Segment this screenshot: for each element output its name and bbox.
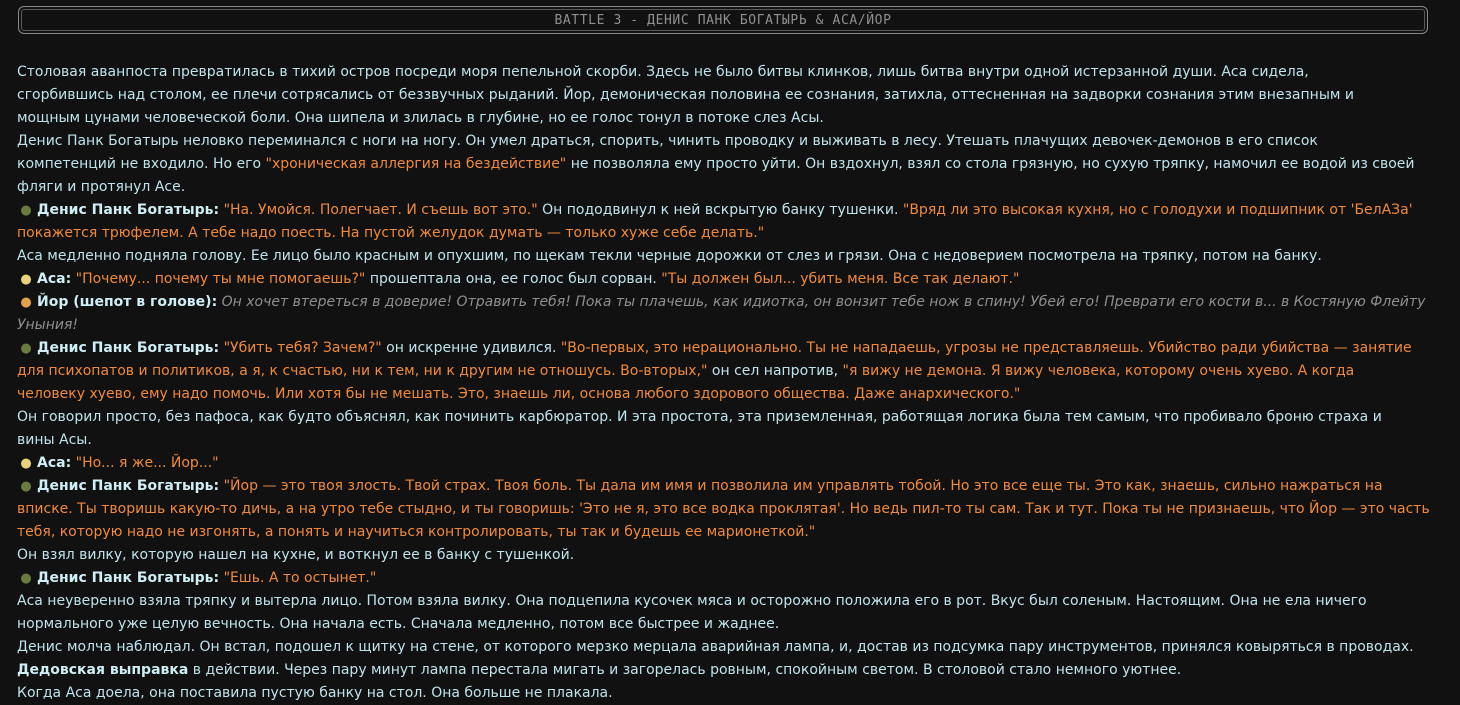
screaming-face-icon <box>17 268 35 291</box>
quote-text: "Почему... почему ты мне помогаешь?" <box>75 271 366 287</box>
dialogue-line <box>17 475 1437 498</box>
dialogue-line <box>17 268 1437 291</box>
quote-text: тебя, которую надо не изгонять, а понять и научиться контролировать, ты так и будешь ее марионеткой." <box>17 524 816 540</box>
quote-text: покажется трюфелем. А тебе надо поесть. На пустой желудок думать — только хуже себе делать." <box>17 225 765 241</box>
narration-text: прошептала она, ее голос был сорван. <box>365 271 662 287</box>
quote-text: "Но... я же... Йор..." <box>75 455 219 471</box>
speaker-name: Денис Панк Богатырь: <box>37 478 220 494</box>
quote-text: "Ты должен был... убить меня. Все так делают." <box>661 271 1020 287</box>
dialogue-line <box>17 567 1437 590</box>
helmet-icon <box>17 337 35 360</box>
paragraph-line: мощным цунами человеческой боли. Она шипела и злилась в глубине, но ее голос тонул в потоке слез Асы. <box>17 110 824 126</box>
quote-text: "Йор — это твоя злость. Твой страх. Твоя боль. Ты дала им имя и позволила им управлять тобой. Но это все еще ты. Это как, знаешь, сильно нажраться на <box>223 478 1383 494</box>
bold-phrase: Дедовская выправка <box>17 662 189 678</box>
paragraph-line: Аса неуверенно взяла тряпку и вытерла лицо. Потом взяла вилку. Она подцепила кусочек мяса и осторожно положила его в рот. Вкус был соленым. Настоящим. Она не ела ничего <box>17 593 1367 609</box>
quote-text: для психопатов и политиков, а я, к счастью, ни к тем, ни к другим не отношусь. Во-вторых," <box>17 363 708 379</box>
narration-text: Он пододвинул к ней вскрытую банку тушенки. <box>537 202 903 218</box>
quote-text: "Убить тебя? Зачем?" <box>223 340 382 356</box>
narration-text: компетенций не входило. Но его <box>17 156 266 172</box>
angry-face-icon <box>17 291 35 314</box>
dialogue-line <box>17 383 1437 406</box>
speaker-name: Йор (шепот в голове): <box>37 294 218 310</box>
dialogue-line <box>17 337 1437 360</box>
helmet-icon <box>17 199 35 222</box>
dialogue-line <box>17 314 1437 337</box>
quote-text: "Вряд ли это высокая кухня, но с голодухи и подшипник от 'БелАЗа' <box>902 202 1413 218</box>
quote-text: человеку хуево, ему надо помочь. Или хотя бы не мешать. Это, знаешь ли, основа любого здорового общества. Даже анархического." <box>17 386 1021 402</box>
quote-text: "Ешь. А то остынет." <box>223 570 377 586</box>
paragraph-line: нормального уже целую вечность. Она начала есть. Сначала медленно, потом все быстрее и жаднее. <box>17 616 780 632</box>
paragraph-line: сгорбившись над столом, ее плечи сотрясались от беззвучных рыданий. Йор, демоническая половина ее сознания, затихла, оттесненная на задворки сознания этим внезапным и <box>17 87 1354 103</box>
quote-text: "хроническая аллергия на бездействие" <box>265 156 567 172</box>
dialogue-line <box>17 521 1437 544</box>
paragraph-line: Денис молча наблюдал. Он встал, подошел к щитку на стене, от которого мерзко мерцала аварийная лампа, и, достав из подсумка пару инструментов, принялся ковыряться в проводах. <box>17 639 1414 655</box>
dialogue-line <box>17 360 1437 383</box>
paragraph-line: Аса медленно подняла голову. Ее лицо было красным и опухшим, по щекам текли черные дорожки от слез и грязи. Она с недоверием посмотрела на тряпку, потом на банку. <box>17 248 1322 264</box>
narration-text: в действии. Через пару минут лампа перестала мигать и загорелась ровным, спокойным светом. В столовой стало немного уютнее. <box>188 662 1182 678</box>
speaker-name: Аса: <box>37 455 72 471</box>
paragraph-line: Денис Панк Богатырь неловко переминался с ноги на ногу. Он умел драться, спорить, чинить проводку и выживать в лесу. Утешать плачущих девочек-демонов в его список <box>17 133 1318 149</box>
paragraph-line: Столовая аванпоста превратилась в тихий остров посреди моря пепельной скорби. Здесь не было битвы клинков, лишь битва внутри одной истерзанной души. Аса сидела, <box>17 64 1309 80</box>
paragraph-line <box>17 153 1437 176</box>
paragraph-line <box>17 659 1437 682</box>
quote-text: "Во-первых, это нерационально. Ты не нападаешь, угрозы не представляешь. Убийство ради убийства — занятие <box>560 340 1412 356</box>
thought-text: Он хочет втереться в доверие! Отравить тебя! Пока ты плачешь, как идиотка, он вонзит тебе нож в спину! Убей его! Преврати его кости в... в Костяную Флейту <box>217 294 1426 310</box>
paragraph-line: вины Асы. <box>17 432 92 448</box>
thought-text: Уныния! <box>17 317 79 333</box>
screaming-face-icon <box>17 452 35 475</box>
helmet-icon <box>17 567 35 590</box>
dialogue-line <box>17 222 1437 245</box>
paragraph-line: Он взял вилку, которую нашел на кухне, и воткнул ее в банку с тушенкой. <box>17 547 575 563</box>
quote-text: "На. Умойся. Полегчает. И съешь вот это." <box>223 202 538 218</box>
speaker-name: Денис Панк Богатырь: <box>37 570 220 586</box>
dialogue-line <box>17 498 1437 521</box>
speaker-name: Аса: <box>37 271 72 287</box>
narration-text: не позволяла ему просто уйти. Он вздохнул, взял со стола грязную, но сухую тряпку, намочил ее водой из своей <box>566 156 1415 172</box>
helmet-icon <box>17 475 35 498</box>
chapter-header <box>18 6 1428 34</box>
narration-text: он искренне удивился. <box>381 340 561 356</box>
paragraph-line: фляги и протянул Асе. <box>17 179 186 195</box>
chapter-title: BATTLE 3 - ДЕНИС ПАНК БОГАТЫРЬ & АСА/ЙОР <box>554 12 892 28</box>
story-text <box>17 61 1437 705</box>
dialogue-line <box>17 199 1437 222</box>
quote-text: "я вижу не демона. Я вижу человека, которому очень хуево. А когда <box>842 363 1355 379</box>
paragraph-line: Когда Аса доела, она поставила пустую банку на стол. Она больше не плакала. <box>17 685 613 701</box>
paragraph-line: Он говорил просто, без пафоса, как будто объяснял, как починить карбюратор. И эта простота, эта приземленная, работящая логика была тем самым, что пробивало броню страха и <box>17 409 1382 425</box>
speaker-name: Денис Панк Богатырь: <box>37 340 220 356</box>
dialogue-line <box>17 291 1437 314</box>
dialogue-line <box>17 452 1437 475</box>
quote-text: вписке. Ты творишь какую-то дичь, а на утро тебе стыдно, и ты говоришь: 'Это не я, это все водка проклятая'. Но ведь пил-то ты сам. Так и тут. Пока ты не признаешь, что Йор — это часть <box>17 501 1430 517</box>
narration-text: он сел напротив, <box>707 363 843 379</box>
speaker-name: Денис Панк Богатырь: <box>37 202 220 218</box>
